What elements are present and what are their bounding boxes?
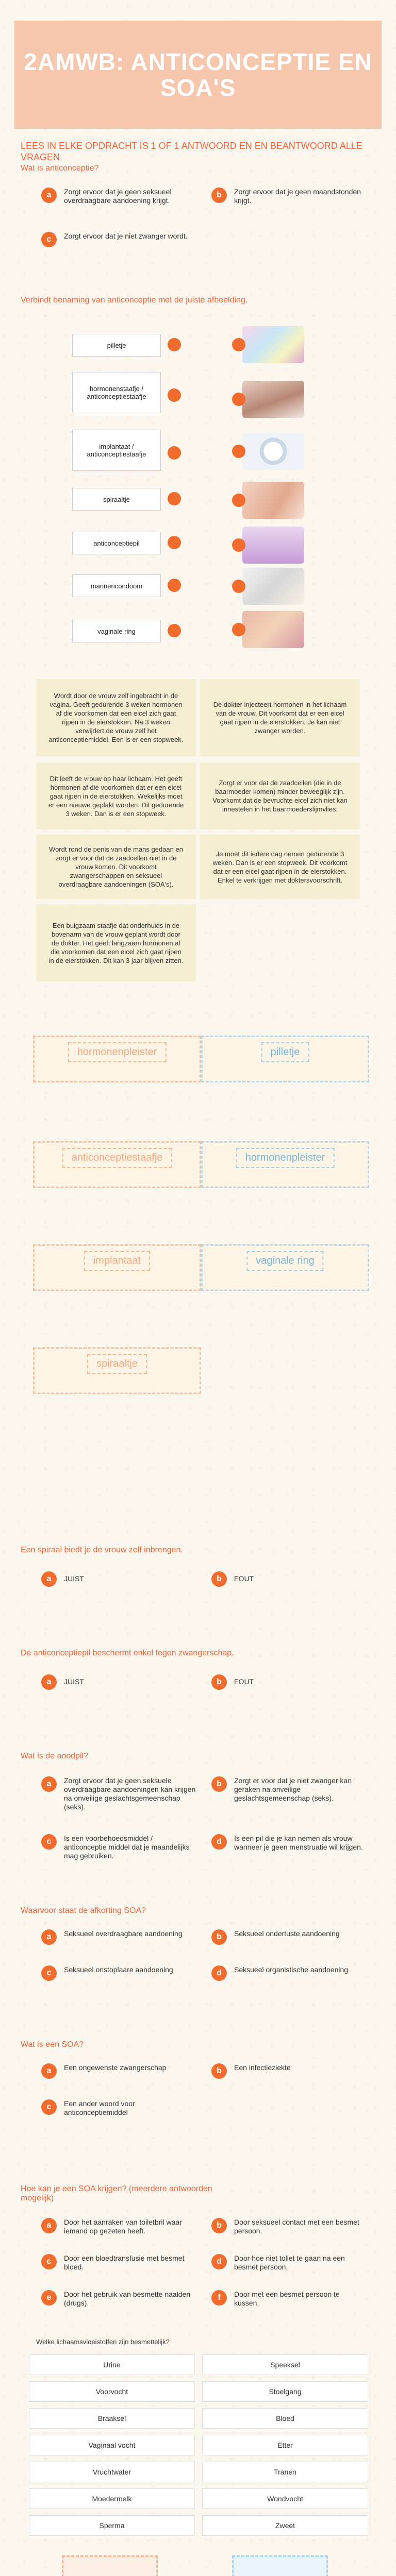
fluid-item[interactable]: Vaginaal vocht: [29, 2435, 195, 2455]
q8-option-b[interactable]: [211, 2063, 366, 2079]
fluid-item[interactable]: Zweet: [202, 2515, 368, 2536]
q6-option-d[interactable]: [211, 1834, 366, 1852]
q1-option-c[interactable]: [41, 232, 196, 247]
option-text: Is een pil die je kan nemen als vrouw wanneer je geen menstruatie wil krijgen.: [234, 1834, 363, 1851]
match-label[interactable]: implantaat / anticonceptiestaafje: [72, 430, 161, 471]
option-text: Een infectieziekte: [234, 2063, 291, 2072]
q5-title: De anticonceptiepil beschermt enkel tegen zwangerschap.: [21, 1649, 234, 1657]
match-right-dot[interactable]: [232, 538, 245, 552]
fluid-item[interactable]: Stoelgang: [202, 2381, 368, 2402]
option-letter-badge: a: [41, 1776, 57, 1792]
match-label[interactable]: mannencondoom: [72, 574, 161, 597]
option-letter-badge: b: [211, 188, 227, 203]
option-letter-badge: a: [41, 2218, 57, 2233]
q7-option-a[interactable]: [41, 1929, 196, 1945]
option-text: Zorgt ervoor dat je geen seksueel overdraagbare aandoening krijgt.: [64, 188, 172, 205]
q9-option-f[interactable]: [211, 2290, 366, 2308]
patch-image: [242, 527, 304, 564]
q7-option-c[interactable]: [41, 1965, 196, 1981]
fluid-item[interactable]: Moedermelk: [29, 2488, 195, 2509]
description-card[interactable]: Wordt rond de penis van de mans gedaan en zorgt er voor dat de zaadcellen niet in de vrouw komen. Dit voorkomt zwangerschappen en seksueel overdraagbare aandoeningen (SOA's).: [36, 835, 196, 899]
option-text: Seksueel ondertuste aandoening: [234, 1929, 340, 1938]
q9-option-b[interactable]: [211, 2218, 366, 2235]
implant-image: [242, 381, 304, 418]
page-title: 2AMWB: ANTICONCEPTIE EN SOA'S: [24, 48, 372, 101]
option-letter-badge: d: [211, 1965, 227, 1981]
q6-title: Wat is de noodpil?: [21, 1752, 89, 1760]
option-letter-badge: c: [41, 1834, 57, 1850]
option-letter-badge: d: [211, 2254, 227, 2269]
match-left-dot[interactable]: [168, 388, 181, 402]
q6-option-a[interactable]: [41, 1776, 196, 1811]
fluid-item[interactable]: Sperma: [29, 2515, 195, 2536]
option-letter-badge: a: [41, 1571, 57, 1587]
drop-zone-label: hormonenpleister: [68, 1042, 167, 1062]
arm-image: [242, 482, 304, 519]
match-label[interactable]: spiraaltje: [72, 488, 161, 511]
q4-title: Een spiraal biedt je de vrouw zelf inbrengen.: [21, 1546, 183, 1554]
q7-title: Waarvoor staat de afkorting SOA?: [21, 1906, 146, 1915]
category-besmettelijk[interactable]: [62, 2555, 158, 2576]
fluid-item[interactable]: Etter: [202, 2435, 368, 2455]
option-letter-badge: a: [41, 188, 57, 203]
match-right-dot[interactable]: [232, 445, 245, 458]
match-right-dot[interactable]: [232, 623, 245, 636]
fluid-item[interactable]: Tranen: [202, 2462, 368, 2482]
match-right-dot[interactable]: [232, 494, 245, 507]
q6-option-c[interactable]: [41, 1834, 196, 1860]
fluid-item[interactable]: Vruchtwater: [29, 2462, 195, 2482]
description-card[interactable]: Een buigzaam staafje dat onderhuids in de bovenarm van de vrouw geplant wordt door de dokter. Het geeft langzaam hormonen af die voorkomen dat een eicel zich gaat rijpen in de eierstokken. Dit kan 3 jaar blijven zitten.: [36, 904, 196, 981]
match-left-dot[interactable]: [168, 446, 181, 460]
option-letter-badge: a: [41, 1674, 57, 1690]
page-header: [14, 21, 382, 129]
match-label[interactable]: pilletje: [72, 334, 161, 357]
option-text: Seksueel onstoplaare aandoening: [64, 1965, 173, 1974]
match-label[interactable]: hormonenstaafje / anticonceptiestaafje: [72, 372, 161, 413]
q8-option-c[interactable]: [41, 2099, 196, 2117]
q2-title: Verbindt benaming van anticonceptie met de juiste afbeelding.: [21, 296, 248, 304]
option-letter-badge: a: [41, 2063, 57, 2079]
option-letter-badge: a: [41, 1929, 57, 1945]
iud-image: [242, 568, 304, 605]
q9-option-d[interactable]: [211, 2254, 366, 2272]
option-text: JUIST: [64, 1677, 84, 1686]
instructions-text: LEES IN ELKE OPDRACHT IS 1 OF 1 ANTWOORD EN EN BEANTWOORD ALLE VRAGEN: [21, 141, 362, 162]
q1-title: Wat is anticonceptie?: [21, 164, 99, 173]
option-letter-badge: f: [211, 2290, 227, 2306]
option-text: Door een bloedtransfusie met besmet bloed.: [64, 2254, 185, 2271]
option-text: Zorgt ervoor dat je geen seksuele overdraagbare aandoeningen kan krijgen na onveilige geslachtsgemeenschap (seks).: [64, 1776, 196, 1811]
match-left-dot[interactable]: [168, 624, 181, 637]
match-left-dot[interactable]: [168, 579, 181, 592]
drop-zone-label: implantaat: [84, 1251, 150, 1271]
drop-zone[interactable]: [33, 1347, 201, 1394]
q10-title: Welke lichaamsvloeistoffen zijn besmettelijk?: [36, 2338, 170, 2346]
q1-option-a[interactable]: [41, 188, 196, 205]
option-text: FOUT: [234, 1677, 254, 1686]
option-text: Is een voorbehoedsmiddel / anticonceptie middel dat je maandelijks mag gebruiken.: [64, 1834, 190, 1860]
match-right-dot[interactable]: [232, 580, 245, 593]
drop-zone-label: hormonenpleister: [236, 1148, 335, 1168]
option-letter-badge: c: [41, 2099, 57, 2115]
q7-option-d[interactable]: [211, 1965, 366, 1981]
option-text: Zorgt er voor dat je niet zwanger kan geraken na onveilige geslachtsgemeenschap (seks).: [234, 1776, 352, 1802]
drop-zone[interactable]: [33, 1244, 201, 1291]
match-left-dot[interactable]: [168, 338, 181, 351]
drop-zone-label: anticonceptiestaafje: [62, 1148, 172, 1168]
fluid-item[interactable]: Speeksel: [202, 2354, 368, 2375]
option-text: Zorgt ervoor dat je niet zwanger wordt.: [64, 232, 188, 240]
category-niet-besmettelijk[interactable]: [232, 2555, 328, 2576]
option-letter-badge: e: [41, 2290, 57, 2306]
option-text: Een ander woord voor anticonceptiemiddel: [64, 2099, 135, 2116]
drop-zone[interactable]: [201, 1244, 369, 1291]
option-letter-badge: d: [211, 1834, 227, 1850]
description-card[interactable]: Je moet dit iedere dag nemen gedurende 3 weken. Dan is er een stopweek. Dit voorkomt dat er een eicel gaat rijpen in de eierstokken. Enkel te verkrijgen met doktersvoorschrift.: [200, 835, 360, 899]
option-letter-badge: b: [211, 2218, 227, 2233]
q5-option-b[interactable]: [211, 1674, 254, 1690]
q8-title: Wat is een SOA?: [21, 2040, 84, 2049]
q9-option-e[interactable]: [41, 2290, 196, 2308]
option-text: Door seksueel contact met een besmet persoon.: [234, 2218, 359, 2235]
q9-option-c[interactable]: [41, 2254, 196, 2272]
option-letter-badge: b: [211, 1571, 227, 1587]
description-card[interactable]: Wordt door de vrouw zelf ingebracht in de vagina. Geeft gedurende 3 weken hormonen af die voorkomen dat een eicel zich gaat rijpen in de eierstokken. Na 3 weken verwijdert de vrouw zelf het anticonceptiemiddel. Een is er een stopweek.: [36, 679, 196, 756]
description-card[interactable]: Dit leeft de vrouw op haar lichaam. Het geeft hormonen af die voorkomen dat er een eicel gaat rijpen in de eierstokken. Wekelijks moet er een nieuwe geplakt worden. Dit gedurende 3 weken. Dan is er een stopweek.: [36, 762, 196, 829]
option-text: Seksueel overdraagbare aandoening: [64, 1929, 183, 1938]
q1-option-b[interactable]: [211, 188, 366, 205]
option-letter-badge: c: [41, 1965, 57, 1981]
option-letter-badge: b: [211, 2063, 227, 2079]
q9-option-a[interactable]: [41, 2218, 196, 2235]
option-text: Door het gebruik van besmette naalden (drugs).: [64, 2290, 191, 2307]
option-text: Seksueel organistische aandoening: [234, 1965, 349, 1974]
option-letter-badge: b: [211, 1929, 227, 1945]
fluid-item[interactable]: Bloed: [202, 2408, 368, 2429]
match-left-dot[interactable]: [168, 536, 181, 549]
pill-strip-image: [242, 611, 304, 648]
ring-image: [242, 433, 304, 470]
match-right-dot[interactable]: [232, 338, 245, 351]
match-label[interactable]: vaginale ring: [72, 620, 161, 642]
option-letter-badge: b: [211, 1674, 227, 1690]
drop-zone-label: spiraaltje: [87, 1354, 147, 1374]
drop-zone[interactable]: [201, 1141, 369, 1188]
option-letter-badge: b: [211, 1776, 227, 1792]
fluid-item[interactable]: Wondvocht: [202, 2488, 368, 2509]
q5-option-a[interactable]: [41, 1674, 84, 1690]
drop-zone-label: pilletje: [261, 1042, 309, 1062]
description-card[interactable]: Zorgt er voor dat de zaadcellen (die in de baarmoeder komen) minder beweeglijk zijn. Voorkomt dat de bevruchte eicel zich niet kan innestelen in het baarmoederslijmvlies.: [200, 762, 360, 829]
option-text: Zorgt ervoor dat je geen maandstonden krijgt.: [234, 188, 361, 205]
fluid-item[interactable]: Braaksel: [29, 2408, 195, 2429]
option-text: FOUT: [234, 1574, 254, 1583]
q4-option-a[interactable]: [41, 1571, 84, 1587]
option-text: Door het aanraken van toiletbril waar iemand op gezeten heeft.: [64, 2218, 182, 2235]
fluid-item[interactable]: Voorvocht: [29, 2381, 195, 2402]
q8-option-a[interactable]: [41, 2063, 196, 2079]
drop-zone-label: vaginale ring: [246, 1251, 323, 1271]
pills-image: [242, 326, 304, 363]
match-left-dot[interactable]: [168, 492, 181, 505]
drop-zone[interactable]: [33, 1036, 201, 1082]
q6-option-b[interactable]: [211, 1776, 366, 1803]
option-text: JUIST: [64, 1574, 84, 1583]
option-letter-badge: c: [41, 232, 57, 247]
fluid-item[interactable]: Urine: [29, 2354, 195, 2375]
option-text: Door hoe niet tollet te gaan na een besmet persoon.: [234, 2254, 345, 2271]
drop-zone[interactable]: [201, 1036, 369, 1082]
match-label[interactable]: anticonceptiepil: [72, 532, 161, 554]
match-right-dot[interactable]: [232, 393, 245, 406]
q7-option-b[interactable]: [211, 1929, 366, 1945]
option-letter-badge: c: [41, 2254, 57, 2269]
option-text: Door met een besmet persoon te kussen.: [234, 2290, 340, 2307]
option-text: Een ongewenste zwangerschap: [64, 2063, 167, 2072]
q9-title: Hoe kan je een SOA krijgen? (meerdere antwoorden mogelijk): [21, 2184, 212, 2202]
description-card[interactable]: De dokter injecteert hormonen in het lichaam van de vrouw. Dit voorkomt dat er een eicel gaat rijpen in de eierstokken. Je kan niet zwanger worden.: [200, 679, 360, 756]
q4-option-b[interactable]: [211, 1571, 254, 1587]
drop-zone[interactable]: [33, 1141, 201, 1188]
